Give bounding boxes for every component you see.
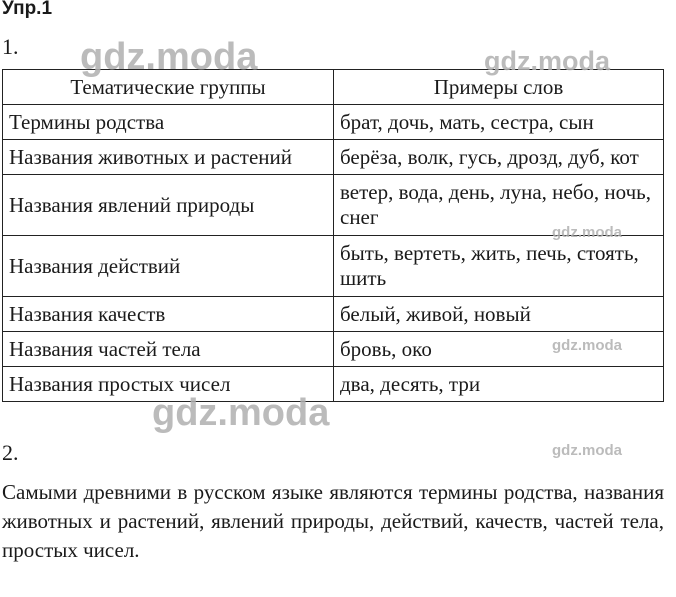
watermark: gdz.moda xyxy=(484,46,610,76)
watermark: gdz.moda xyxy=(552,224,622,241)
table-row xyxy=(3,367,664,402)
watermark: gdz.moda xyxy=(152,392,330,434)
group-cell: Названия простых чисел xyxy=(3,367,334,402)
exercise-heading: Упр.1 xyxy=(2,0,53,19)
section-2-number: 2. xyxy=(2,440,19,465)
examples-cell: быть, вертеть, жить, печь, стоять, шить xyxy=(334,236,664,297)
group-cell: Названия действий xyxy=(3,236,334,297)
examples-cell: ветер, вода, день, луна, небо, ночь, снег xyxy=(334,175,664,236)
header-word-examples: Примеры слов xyxy=(334,70,664,105)
table-row xyxy=(3,105,664,140)
section-1-number: 1. xyxy=(2,34,19,59)
group-cell: Названия качеств xyxy=(3,297,334,332)
table-row xyxy=(3,140,664,175)
group-cell: Названия животных и растений xyxy=(3,140,334,175)
watermark: gdz.moda xyxy=(80,36,258,78)
table-row xyxy=(3,175,664,236)
examples-cell: два, десять, три xyxy=(334,367,664,402)
table-row xyxy=(3,332,664,367)
conclusion-paragraph: Самыми древними в русском языке являются термины родства, названия животных и растений, явлений природы, действий, качеств, частей тела, простых чисел. xyxy=(2,480,664,562)
examples-cell: брат, дочь, мать, сестра, сын xyxy=(334,105,664,140)
table-header-row xyxy=(3,70,664,105)
examples-cell: белый, живой, новый xyxy=(334,297,664,332)
examples-cell: берёза, волк, гусь, дрозд, дуб, кот xyxy=(334,140,664,175)
table-row xyxy=(3,236,664,297)
watermark: gdz.moda xyxy=(552,337,622,354)
group-cell: Названия частей тела xyxy=(3,332,334,367)
thematic-groups-table xyxy=(2,69,664,402)
watermark: gdz.moda xyxy=(552,442,622,459)
group-cell: Названия явлений природы xyxy=(3,175,334,236)
group-cell: Термины родства xyxy=(3,105,334,140)
examples-cell: бровь, око xyxy=(334,332,664,367)
table-row xyxy=(3,297,664,332)
header-thematic-groups: Тематические группы xyxy=(3,70,334,105)
